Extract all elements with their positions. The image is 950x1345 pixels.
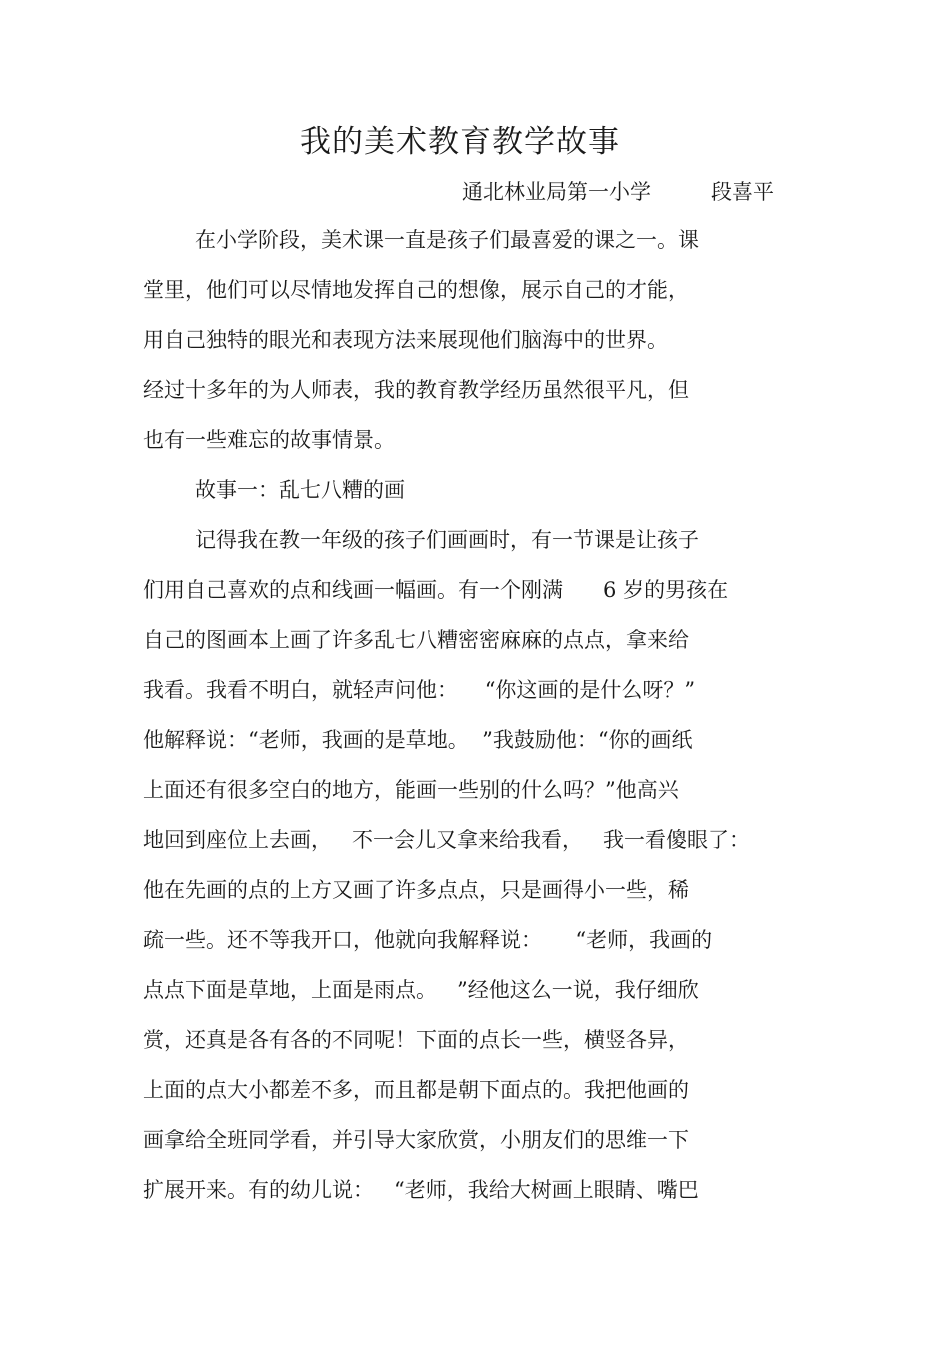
text-line: 点点下面是草地，上面是雨点。 ”经他这么一说，我仔细欣 bbox=[143, 978, 699, 1002]
text-line: 地回到座位上去画， 不一会儿又拿来给我看， 我一看傻眼了： bbox=[143, 828, 751, 852]
text-line: 疏一些。还不等我开口，他就向我解释说： “老师，我画的 bbox=[143, 928, 713, 952]
text-line: 记得我在教一年级的孩子们画画时，有一节课是让孩子 bbox=[195, 528, 699, 552]
document-title: 我的美术教育教学故事 bbox=[300, 124, 620, 160]
text-line: 经过十多年的为人师表，我的教育教学经历虽然很平凡，但 bbox=[143, 378, 689, 402]
text-line: 故事一：乱七八糟的画 bbox=[195, 478, 405, 502]
text-line: 我看。我看不明白，就轻声问他： “你这画的是什么呀？” bbox=[143, 678, 696, 702]
text-line: 他在先画的点的上方又画了许多点点，只是画得小一些，稀 bbox=[143, 878, 689, 902]
text-line: 们用自己喜欢的点和线画一幅画。有一个刚满 6 岁的男孩在 bbox=[143, 578, 729, 602]
author-name: 段喜平 bbox=[711, 180, 774, 204]
school-name: 通北林业局第一小学 bbox=[462, 180, 651, 204]
text-line: 堂里，他们可以尽情地发挥自己的想像，展示自己的才能， bbox=[143, 278, 689, 302]
text-line: 赏，还真是各有各的不同呢！下面的点长一些，横竖各异， bbox=[143, 1028, 689, 1052]
text-line: 他解释说：“老师，我画的是草地。 ”我鼓励他：“你的画纸 bbox=[143, 728, 693, 752]
text-line: 也有一些难忘的故事情景。 bbox=[143, 428, 395, 452]
text-line: 画拿给全班同学看，并引导大家欣赏，小朋友们的思维一下 bbox=[143, 1128, 689, 1152]
text-line: 用自己独特的眼光和表现方法来展现他们脑海中的世界。 bbox=[143, 328, 668, 352]
text-line: 自己的图画本上画了许多乱七八糟密密麻麻的点点，拿来给 bbox=[143, 628, 689, 652]
text-line: 上面还有很多空白的地方，能画一些别的什么吗？”他高兴 bbox=[143, 778, 679, 802]
text-line: 扩展开来。有的幼儿说： “老师，我给大树画上眼睛、嘴巴 bbox=[143, 1178, 699, 1202]
text-line: 上面的点大小都差不多，而且都是朝下面点的。我把他画的 bbox=[143, 1078, 689, 1102]
byline bbox=[462, 174, 774, 210]
text-line: 在小学阶段，美术课一直是孩子们最喜爱的课之一。课 bbox=[195, 228, 699, 252]
